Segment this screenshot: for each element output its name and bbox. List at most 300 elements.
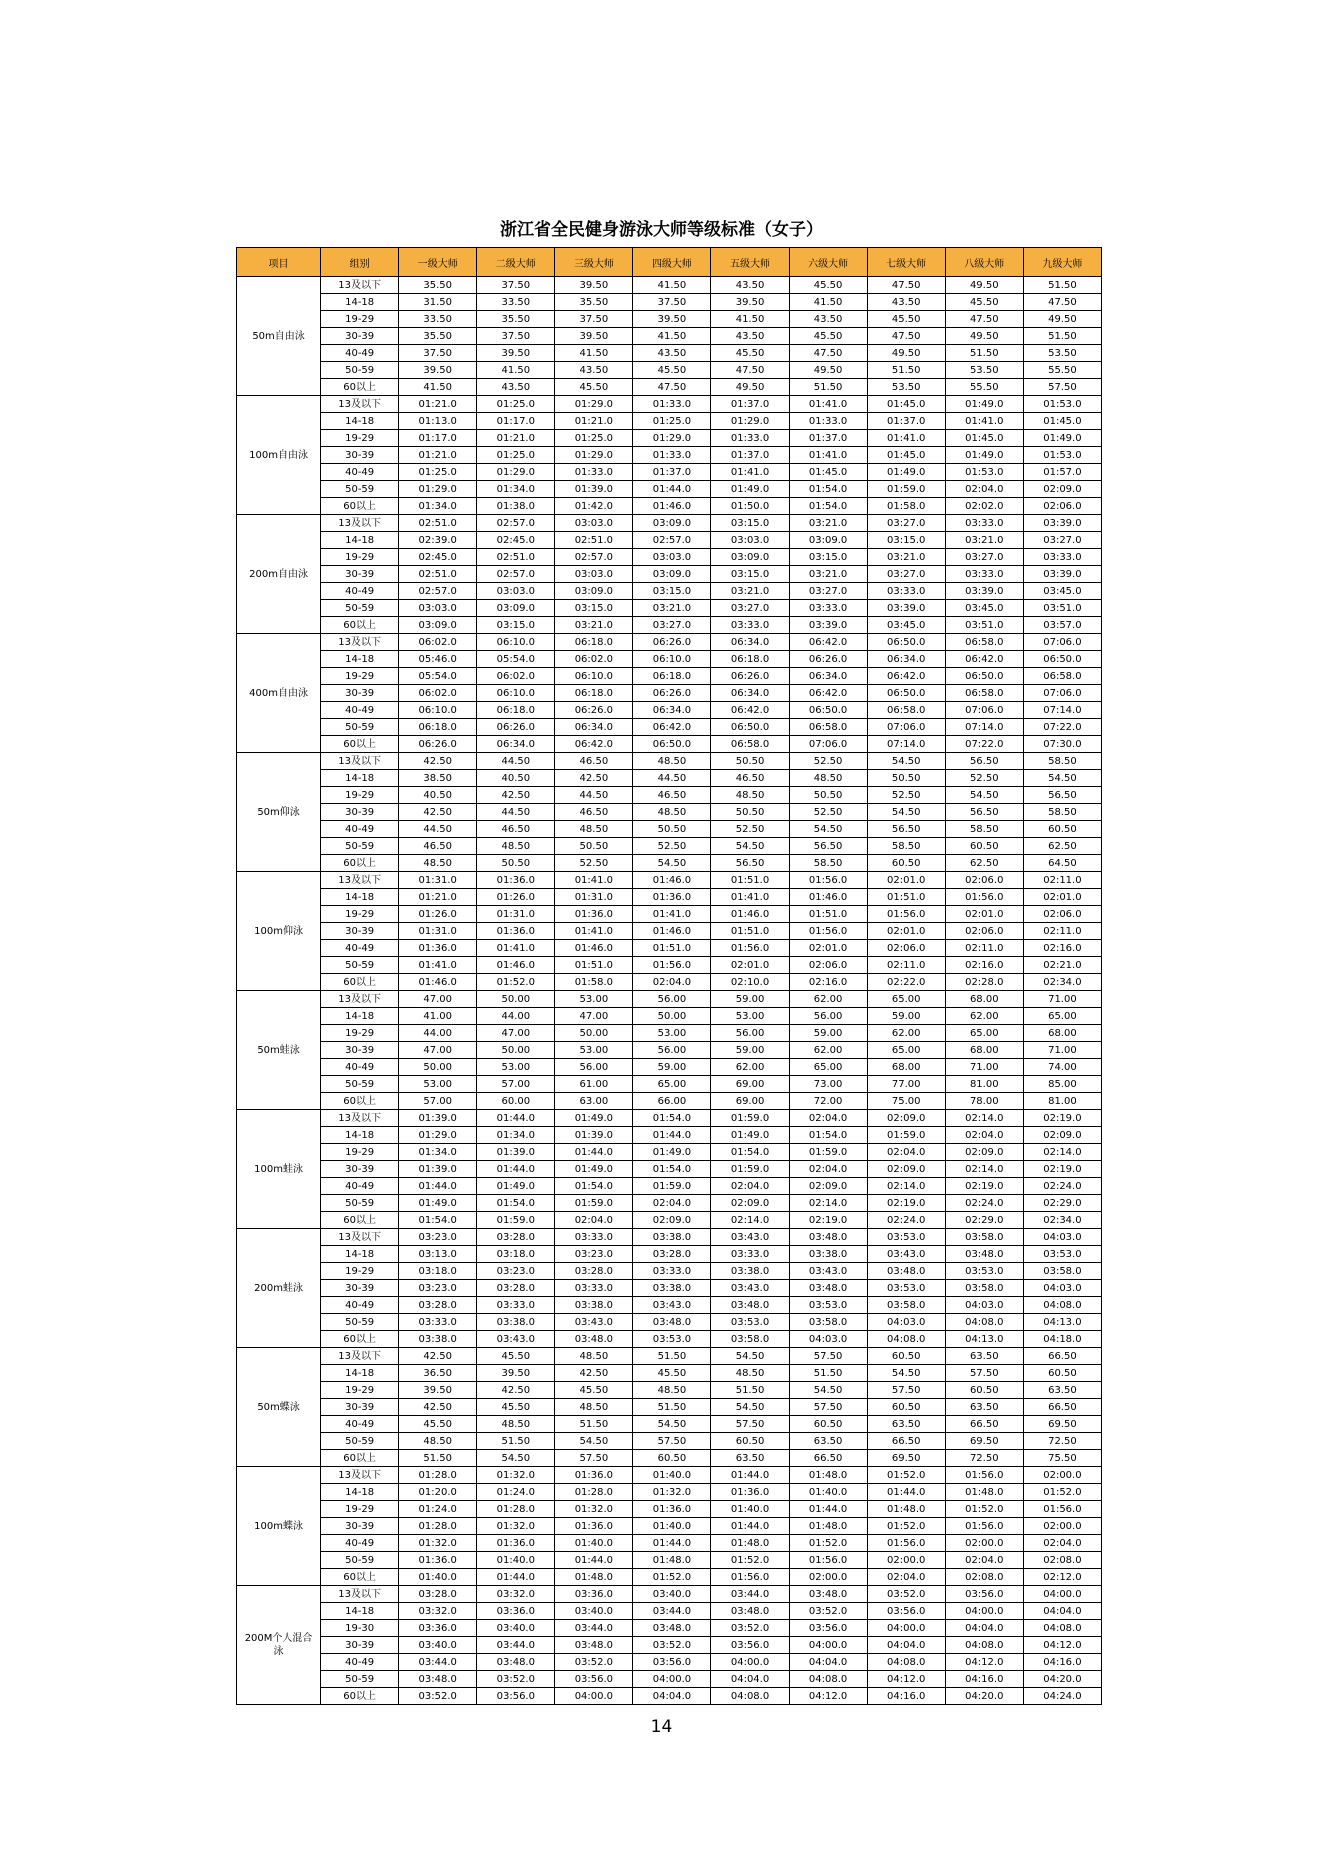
standard-time-cell: 01:37.0 [711, 447, 789, 464]
standard-time-cell: 02:09.0 [633, 1212, 711, 1229]
standard-time-cell: 01:44.0 [477, 1569, 555, 1586]
standard-time-cell: 01:29.0 [399, 1127, 477, 1144]
standard-time-cell: 36.50 [399, 1365, 477, 1382]
standard-time-cell: 04:12.0 [945, 1654, 1023, 1671]
standard-time-cell: 44.00 [477, 1008, 555, 1025]
standard-time-cell: 45.50 [633, 1365, 711, 1382]
standard-time-cell: 62.00 [867, 1025, 945, 1042]
standard-time-cell: 48.50 [789, 770, 867, 787]
standard-time-cell: 03:52.0 [477, 1671, 555, 1688]
standard-time-cell: 43.50 [477, 379, 555, 396]
standard-time-cell: 68.00 [945, 1042, 1023, 1059]
standard-time-cell: 02:01.0 [789, 940, 867, 957]
standard-time-cell: 42.50 [399, 1348, 477, 1365]
standard-time-cell: 03:09.0 [633, 566, 711, 583]
table-row [237, 1263, 1102, 1280]
standard-time-cell: 03:48.0 [477, 1654, 555, 1671]
standard-time-cell: 47.00 [399, 1042, 477, 1059]
header-cell-level-2: 二级大师 [477, 248, 555, 277]
standard-time-cell: 46.50 [477, 821, 555, 838]
standard-time-cell: 03:44.0 [477, 1637, 555, 1654]
standard-time-cell: 03:09.0 [633, 515, 711, 532]
table-row [237, 396, 1102, 413]
standard-time-cell: 03:21.0 [555, 617, 633, 634]
standard-time-cell: 03:32.0 [399, 1603, 477, 1620]
standard-time-cell: 01:46.0 [633, 872, 711, 889]
standard-time-cell: 44.50 [555, 787, 633, 804]
standard-time-cell: 03:39.0 [789, 617, 867, 634]
standard-time-cell: 39.50 [477, 345, 555, 362]
standard-time-cell: 02:06.0 [1023, 906, 1101, 923]
standard-time-cell: 72.50 [1023, 1433, 1101, 1450]
standard-time-cell: 04:13.0 [1023, 1314, 1101, 1331]
standard-time-cell: 03:39.0 [1023, 566, 1101, 583]
table-row [237, 345, 1102, 362]
standard-time-cell: 01:49.0 [1023, 430, 1101, 447]
standard-time-cell: 41.50 [633, 277, 711, 294]
standard-time-cell: 01:52.0 [867, 1518, 945, 1535]
standard-time-cell: 58.50 [867, 838, 945, 855]
standard-time-cell: 54.50 [711, 1348, 789, 1365]
standard-time-cell: 01:51.0 [711, 923, 789, 940]
table-row [237, 634, 1102, 651]
standard-time-cell: 50.50 [477, 855, 555, 872]
standard-time-cell: 01:54.0 [633, 1161, 711, 1178]
standard-time-cell: 02:51.0 [399, 566, 477, 583]
standard-time-cell: 01:41.0 [711, 464, 789, 481]
standard-time-cell: 04:00.0 [711, 1654, 789, 1671]
standard-time-cell: 02:02.0 [945, 498, 1023, 515]
standard-time-cell: 03:52.0 [399, 1688, 477, 1705]
standard-time-cell: 02:51.0 [399, 515, 477, 532]
header-cell-level-6: 六级大师 [789, 248, 867, 277]
standard-time-cell: 35.50 [399, 328, 477, 345]
standard-time-cell: 54.50 [477, 1450, 555, 1467]
standard-time-cell: 01:52.0 [867, 1467, 945, 1484]
standard-time-cell: 03:23.0 [555, 1246, 633, 1263]
standard-time-cell: 01:32.0 [555, 1501, 633, 1518]
standard-time-cell: 45.50 [789, 328, 867, 345]
standard-time-cell: 03:48.0 [867, 1263, 945, 1280]
age-group-cell: 14-18 [321, 532, 399, 549]
standard-time-cell: 06:10.0 [399, 702, 477, 719]
standard-time-cell: 01:44.0 [555, 1144, 633, 1161]
standard-time-cell: 63.50 [945, 1399, 1023, 1416]
standard-time-cell: 45.50 [867, 311, 945, 328]
standard-time-cell: 56.50 [711, 855, 789, 872]
age-group-cell: 60以上 [321, 736, 399, 753]
standard-time-cell: 01:49.0 [633, 1144, 711, 1161]
standard-time-cell: 03:32.0 [477, 1586, 555, 1603]
standard-time-cell: 01:41.0 [789, 396, 867, 413]
standard-time-cell: 52.50 [789, 753, 867, 770]
standard-time-cell: 01:51.0 [711, 872, 789, 889]
standard-time-cell: 01:49.0 [555, 1110, 633, 1127]
standard-time-cell: 02:19.0 [1023, 1110, 1101, 1127]
standard-time-cell: 03:44.0 [399, 1654, 477, 1671]
standard-time-cell: 01:40.0 [789, 1484, 867, 1501]
event-name-cell: 200m蛙泳 [237, 1229, 321, 1348]
standard-time-cell: 03:28.0 [399, 1586, 477, 1603]
standard-time-cell: 04:08.0 [711, 1688, 789, 1705]
table-row [237, 277, 1102, 294]
standard-time-cell: 66.50 [789, 1450, 867, 1467]
standard-time-cell: 47.00 [555, 1008, 633, 1025]
standard-time-cell: 02:01.0 [945, 906, 1023, 923]
standard-time-cell: 01:46.0 [789, 889, 867, 906]
standard-time-cell: 04:04.0 [711, 1671, 789, 1688]
table-row [237, 719, 1102, 736]
standard-time-cell: 04:00.0 [555, 1688, 633, 1705]
table-row [237, 991, 1102, 1008]
standard-time-cell: 02:01.0 [1023, 889, 1101, 906]
standard-time-cell: 01:52.0 [945, 1501, 1023, 1518]
age-group-cell: 13及以下 [321, 753, 399, 770]
standard-time-cell: 01:53.0 [1023, 447, 1101, 464]
standard-time-cell: 39.50 [711, 294, 789, 311]
age-group-cell: 13及以下 [321, 991, 399, 1008]
table-row [237, 974, 1102, 991]
standard-time-cell: 81.00 [1023, 1093, 1101, 1110]
table-row [237, 481, 1102, 498]
header-cell-level-3: 三级大师 [555, 248, 633, 277]
standard-time-cell: 06:10.0 [555, 668, 633, 685]
standard-time-cell: 56.00 [789, 1008, 867, 1025]
standard-time-cell: 60.50 [1023, 821, 1101, 838]
standard-time-cell: 01:36.0 [399, 1552, 477, 1569]
age-group-cell: 50-59 [321, 838, 399, 855]
standard-time-cell: 66.50 [1023, 1348, 1101, 1365]
standard-time-cell: 01:49.0 [399, 1195, 477, 1212]
standard-time-cell: 63.00 [555, 1093, 633, 1110]
standard-time-cell: 50.50 [867, 770, 945, 787]
age-group-cell: 40-49 [321, 1059, 399, 1076]
age-group-cell: 40-49 [321, 1535, 399, 1552]
standard-time-cell: 01:57.0 [1023, 464, 1101, 481]
standard-time-cell: 01:56.0 [945, 1518, 1023, 1535]
table-row [237, 1212, 1102, 1229]
standard-time-cell: 50.50 [711, 804, 789, 821]
standard-time-cell: 41.50 [711, 311, 789, 328]
standard-time-cell: 56.00 [633, 991, 711, 1008]
standard-time-cell: 04:08.0 [867, 1331, 945, 1348]
standard-time-cell: 50.00 [633, 1008, 711, 1025]
standard-time-cell: 01:46.0 [477, 957, 555, 974]
age-group-cell: 50-59 [321, 481, 399, 498]
standard-time-cell: 03:27.0 [945, 549, 1023, 566]
standard-time-cell: 43.50 [711, 328, 789, 345]
standard-time-cell: 03:15.0 [711, 566, 789, 583]
age-group-cell: 19-29 [321, 430, 399, 447]
standard-time-cell: 44.50 [477, 753, 555, 770]
standard-time-cell: 03:51.0 [945, 617, 1023, 634]
standard-time-cell: 04:00.0 [1023, 1586, 1101, 1603]
standard-time-cell: 58.50 [1023, 804, 1101, 821]
standard-time-cell: 63.50 [867, 1416, 945, 1433]
standard-time-cell: 03:33.0 [789, 600, 867, 617]
standard-time-cell: 63.50 [1023, 1382, 1101, 1399]
table-row [237, 1331, 1102, 1348]
age-group-cell: 14-18 [321, 294, 399, 311]
standard-time-cell: 53.00 [633, 1025, 711, 1042]
table-row [237, 1416, 1102, 1433]
standard-time-cell: 06:34.0 [555, 719, 633, 736]
standard-time-cell: 01:34.0 [477, 481, 555, 498]
standard-time-cell: 37.50 [477, 328, 555, 345]
standard-time-cell: 57.50 [555, 1450, 633, 1467]
standard-time-cell: 52.50 [945, 770, 1023, 787]
standard-time-cell: 01:40.0 [633, 1518, 711, 1535]
standard-time-cell: 41.50 [399, 379, 477, 396]
standard-time-cell: 50.00 [477, 991, 555, 1008]
standard-time-cell: 06:42.0 [789, 634, 867, 651]
standard-time-cell: 03:15.0 [789, 549, 867, 566]
standard-time-cell: 03:03.0 [555, 566, 633, 583]
standard-time-cell: 03:58.0 [789, 1314, 867, 1331]
table-row [237, 1076, 1102, 1093]
standard-time-cell: 06:50.0 [867, 634, 945, 651]
table-row [237, 838, 1102, 855]
standard-time-cell: 54.50 [633, 1416, 711, 1433]
table-row [237, 1348, 1102, 1365]
standard-time-cell: 06:42.0 [633, 719, 711, 736]
standard-time-cell: 02:00.0 [867, 1552, 945, 1569]
standard-time-cell: 54.50 [711, 1399, 789, 1416]
age-group-cell: 19-29 [321, 1501, 399, 1518]
standard-time-cell: 02:04.0 [633, 1195, 711, 1212]
table-row [237, 1365, 1102, 1382]
standard-time-cell: 07:14.0 [1023, 702, 1101, 719]
standard-time-cell: 01:49.0 [945, 396, 1023, 413]
standard-time-cell: 01:56.0 [789, 923, 867, 940]
age-group-cell: 40-49 [321, 1178, 399, 1195]
standard-time-cell: 03:56.0 [633, 1654, 711, 1671]
standard-time-cell: 48.50 [711, 787, 789, 804]
standard-time-cell: 03:45.0 [1023, 583, 1101, 600]
standard-time-cell: 01:48.0 [867, 1501, 945, 1518]
standard-time-cell: 06:02.0 [477, 668, 555, 685]
standard-time-cell: 06:34.0 [867, 651, 945, 668]
standard-time-cell: 68.00 [867, 1059, 945, 1076]
standard-time-cell: 03:58.0 [867, 1297, 945, 1314]
standard-time-cell: 81.00 [945, 1076, 1023, 1093]
standard-time-cell: 02:11.0 [867, 957, 945, 974]
standard-time-cell: 02:01.0 [867, 872, 945, 889]
standard-time-cell: 01:58.0 [555, 974, 633, 991]
standard-time-cell: 01:28.0 [555, 1484, 633, 1501]
standard-time-cell: 04:12.0 [1023, 1637, 1101, 1654]
standard-time-cell: 03:53.0 [867, 1229, 945, 1246]
standard-time-cell: 53.50 [867, 379, 945, 396]
standard-time-cell: 03:48.0 [555, 1637, 633, 1654]
standard-time-cell: 73.00 [789, 1076, 867, 1093]
standard-time-cell: 03:48.0 [711, 1603, 789, 1620]
standard-time-cell: 50.00 [399, 1059, 477, 1076]
standard-time-cell: 03:48.0 [633, 1314, 711, 1331]
standard-time-cell: 01:25.0 [477, 396, 555, 413]
standard-time-cell: 41.50 [477, 362, 555, 379]
standard-time-cell: 06:58.0 [789, 719, 867, 736]
standard-time-cell: 03:15.0 [477, 617, 555, 634]
standard-time-cell: 02:19.0 [789, 1212, 867, 1229]
table-row [237, 600, 1102, 617]
page-number: 14 [650, 1717, 673, 1737]
age-group-cell: 13及以下 [321, 1467, 399, 1484]
age-group-cell: 40-49 [321, 345, 399, 362]
standard-time-cell: 02:00.0 [1023, 1467, 1101, 1484]
age-group-cell: 14-18 [321, 1246, 399, 1263]
standard-time-cell: 03:40.0 [399, 1637, 477, 1654]
age-group-cell: 30-39 [321, 1280, 399, 1297]
table-row [237, 447, 1102, 464]
standard-time-cell: 04:12.0 [789, 1688, 867, 1705]
standard-time-cell: 31.50 [399, 294, 477, 311]
age-group-cell: 50-59 [321, 1076, 399, 1093]
table-row [237, 583, 1102, 600]
standard-time-cell: 03:13.0 [399, 1246, 477, 1263]
age-group-cell: 19-29 [321, 311, 399, 328]
standard-time-cell: 47.50 [1023, 294, 1101, 311]
standard-time-cell: 01:40.0 [633, 1467, 711, 1484]
standard-time-cell: 03:53.0 [945, 1263, 1023, 1280]
standard-time-cell: 01:37.0 [789, 430, 867, 447]
standard-time-cell: 01:36.0 [711, 1484, 789, 1501]
standard-time-cell: 01:25.0 [399, 464, 477, 481]
standard-time-cell: 54.50 [867, 1365, 945, 1382]
table-row [237, 1637, 1102, 1654]
standard-time-cell: 01:21.0 [399, 447, 477, 464]
standard-time-cell: 01:40.0 [399, 1569, 477, 1586]
standard-time-cell: 03:33.0 [867, 583, 945, 600]
standard-time-cell: 06:18.0 [399, 719, 477, 736]
standard-time-cell: 03:43.0 [633, 1297, 711, 1314]
standard-time-cell: 47.50 [711, 362, 789, 379]
standard-time-cell: 02:00.0 [789, 1569, 867, 1586]
standard-time-cell: 51.50 [1023, 328, 1101, 345]
table-row [237, 1620, 1102, 1637]
standard-time-cell: 47.50 [633, 379, 711, 396]
standard-time-cell: 62.50 [945, 855, 1023, 872]
standard-time-cell: 03:43.0 [555, 1314, 633, 1331]
table-row [237, 532, 1102, 549]
table-row [237, 413, 1102, 430]
standard-time-cell: 45.50 [633, 362, 711, 379]
standard-time-cell: 02:11.0 [1023, 872, 1101, 889]
standard-time-cell: 39.50 [633, 311, 711, 328]
event-name-cell: 50m自由泳 [237, 277, 321, 396]
standard-time-cell: 03:33.0 [633, 1263, 711, 1280]
standard-time-cell: 38.50 [399, 770, 477, 787]
standard-time-cell: 03:21.0 [711, 583, 789, 600]
standard-time-cell: 47.50 [945, 311, 1023, 328]
standard-time-cell: 53.00 [711, 1008, 789, 1025]
standard-time-cell: 72.50 [945, 1450, 1023, 1467]
standard-time-cell: 04:20.0 [945, 1688, 1023, 1705]
standard-time-cell: 60.50 [867, 1399, 945, 1416]
standard-time-cell: 03:23.0 [399, 1229, 477, 1246]
table-row [237, 1450, 1102, 1467]
standard-time-cell: 65.00 [633, 1076, 711, 1093]
standard-time-cell: 06:26.0 [477, 719, 555, 736]
standard-time-cell: 01:51.0 [555, 957, 633, 974]
standard-time-cell: 48.50 [711, 1365, 789, 1382]
standard-time-cell: 03:39.0 [945, 583, 1023, 600]
age-group-cell: 30-39 [321, 1399, 399, 1416]
standard-time-cell: 54.50 [1023, 770, 1101, 787]
standard-time-cell: 02:06.0 [789, 957, 867, 974]
standard-time-cell: 01:36.0 [555, 906, 633, 923]
standard-time-cell: 03:56.0 [867, 1603, 945, 1620]
standard-time-cell: 03:40.0 [633, 1586, 711, 1603]
standard-time-cell: 06:02.0 [555, 651, 633, 668]
age-group-cell: 19-29 [321, 1144, 399, 1161]
age-group-cell: 50-59 [321, 957, 399, 974]
table-row [237, 464, 1102, 481]
standard-time-cell: 01:32.0 [477, 1518, 555, 1535]
standard-time-cell: 01:41.0 [789, 447, 867, 464]
standard-time-cell: 01:41.0 [945, 413, 1023, 430]
standard-time-cell: 06:42.0 [789, 685, 867, 702]
standard-time-cell: 03:33.0 [1023, 549, 1101, 566]
standard-time-cell: 65.00 [867, 1042, 945, 1059]
event-name-cell: 100m蝶泳 [237, 1467, 321, 1586]
standard-time-cell: 02:04.0 [1023, 1535, 1101, 1552]
standard-time-cell: 01:41.0 [867, 430, 945, 447]
standard-time-cell: 55.50 [945, 379, 1023, 396]
standard-time-cell: 53.50 [1023, 345, 1101, 362]
standard-time-cell: 42.50 [477, 1382, 555, 1399]
standard-time-cell: 52.50 [867, 787, 945, 804]
age-group-cell: 30-39 [321, 1518, 399, 1535]
standard-time-cell: 06:50.0 [711, 719, 789, 736]
standard-time-cell: 03:43.0 [867, 1246, 945, 1263]
table-row [237, 855, 1102, 872]
table-row [237, 566, 1102, 583]
age-group-cell: 50-59 [321, 1671, 399, 1688]
standard-time-cell: 51.50 [945, 345, 1023, 362]
standard-time-cell: 03:33.0 [555, 1229, 633, 1246]
standard-time-cell: 03:45.0 [945, 600, 1023, 617]
standard-time-cell: 39.50 [399, 1382, 477, 1399]
standard-time-cell: 01:39.0 [555, 1127, 633, 1144]
standard-time-cell: 01:48.0 [789, 1467, 867, 1484]
table-row [237, 1382, 1102, 1399]
standard-time-cell: 03:09.0 [399, 617, 477, 634]
standard-time-cell: 03:27.0 [867, 566, 945, 583]
standard-time-cell: 04:03.0 [1023, 1280, 1101, 1297]
standard-time-cell: 03:39.0 [1023, 515, 1101, 532]
table-row [237, 430, 1102, 447]
standard-time-cell: 03:18.0 [399, 1263, 477, 1280]
standard-time-cell: 01:54.0 [789, 498, 867, 515]
standard-time-cell: 02:14.0 [711, 1212, 789, 1229]
standard-time-cell: 01:59.0 [711, 1161, 789, 1178]
standard-time-cell: 01:33.0 [633, 396, 711, 413]
standard-time-cell: 04:08.0 [945, 1637, 1023, 1654]
table-row [237, 1671, 1102, 1688]
standard-time-cell: 43.50 [867, 294, 945, 311]
standard-time-cell: 01:56.0 [711, 940, 789, 957]
age-group-cell: 14-18 [321, 770, 399, 787]
event-name-cell: 50m蝶泳 [237, 1348, 321, 1467]
standard-time-cell: 03:39.0 [867, 600, 945, 617]
standard-time-cell: 01:59.0 [555, 1195, 633, 1212]
standard-time-cell: 01:59.0 [789, 1144, 867, 1161]
standard-time-cell: 02:24.0 [1023, 1178, 1101, 1195]
age-group-cell: 30-39 [321, 447, 399, 464]
standard-time-cell: 68.00 [1023, 1025, 1101, 1042]
standard-time-cell: 01:45.0 [867, 396, 945, 413]
